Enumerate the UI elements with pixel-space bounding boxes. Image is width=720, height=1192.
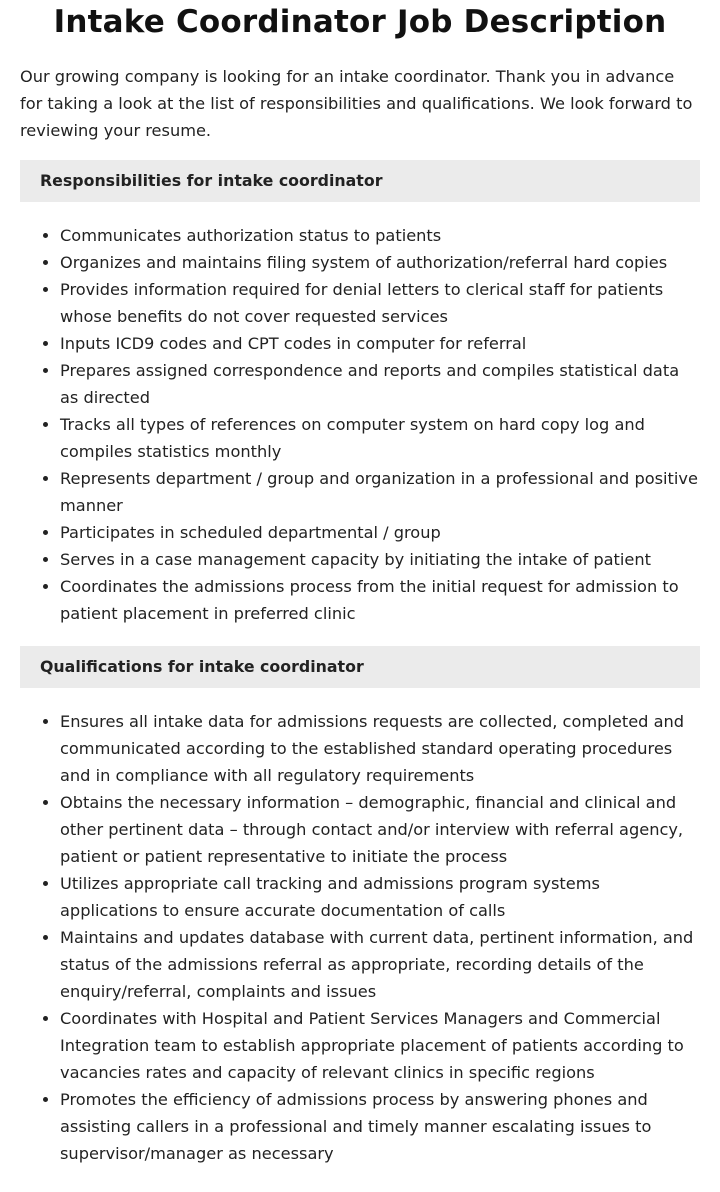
list-item: • Inputs ICD9 codes and CPT codes in computer for referral <box>60 330 700 357</box>
list-item: • Provides information required for denial letters to clerical staff for patients whose benefits do not cover requested services <box>60 276 700 330</box>
list-item: • Communicates authorization status to patients <box>60 222 700 249</box>
list-item: • Serves in a case management capacity by initiating the intake of patient <box>60 546 700 573</box>
list-item: • Prepares assigned correspondence and reports and compiles statistical data as directed <box>60 357 700 411</box>
list-item: • Maintains and updates database with current data, pertinent information, and status of the admissions referral as appropriate, recording details of the enquiry/referral, complaints and issues <box>60 924 700 1005</box>
list-item: • Represents department / group and organization in a professional and positive manner <box>60 465 700 519</box>
list-item: • Promotes the efficiency of admissions process by answering phones and assisting callers in a professional and timely manner escalating issues to supervisor/manager as necessary <box>60 1086 700 1167</box>
page-title: Intake Coordinator Job Description <box>53 4 667 40</box>
intro-paragraph: Our growing company is looking for an intake coordinator. Thank you in advance for taking a look at the list of responsibilities and qualifications. We look forward to reviewing your resume. <box>20 67 693 140</box>
list-item: • Tracks all types of references on computer system on hard copy log and compiles statistics monthly <box>60 411 700 465</box>
responsibilities-list <box>20 222 700 627</box>
list-item: • Ensures all intake data for admissions requests are collected, completed and communicated according to the established standard operating procedures and in compliance with all regulatory requirements <box>60 708 700 789</box>
list-item: • Participates in scheduled departmental / group <box>60 519 700 546</box>
responsibilities-heading: Responsibilities for intake coordinator <box>20 160 700 202</box>
qualifications-heading: Qualifications for intake coordinator <box>20 646 700 688</box>
list-item: • Coordinates the admissions process from the initial request for admission to patient placement in preferred clinic <box>60 573 700 627</box>
list-item: • Organizes and maintains filing system of authorization/referral hard copies <box>60 249 700 276</box>
list-item: • Obtains the necessary information – demographic, financial and clinical and other pertinent data – through contact and/or interview with referral agency, patient or patient representative to initiate the process <box>60 789 700 870</box>
list-item: • Coordinates with Hospital and Patient Services Managers and Commercial Integration team to establish appropriate placement of patients according to vacancies rates and capacity of relevant clinics in specific regions <box>60 1005 700 1086</box>
list-item: • Utilizes appropriate call tracking and admissions program systems applications to ensure accurate documentation of calls <box>60 870 700 924</box>
qualifications-list <box>20 708 700 1167</box>
